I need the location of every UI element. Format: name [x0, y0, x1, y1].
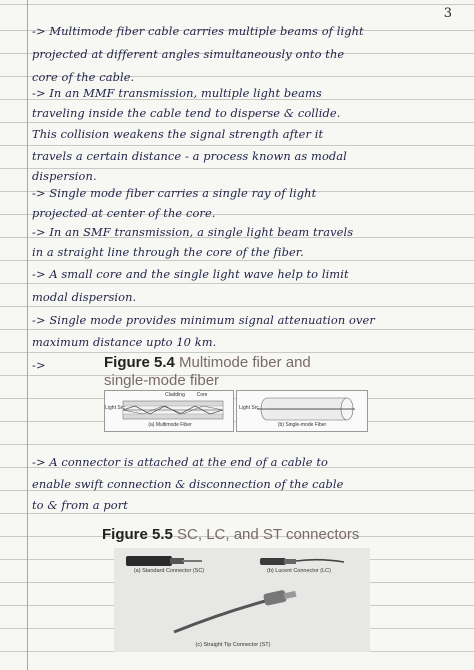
- note-line: -> A small core and the single light wave help to limit: [32, 267, 349, 281]
- note-line: -> Single mode provides minimum signal attenuation over: [32, 313, 375, 327]
- figure-5-4-title-line2: [104, 372, 219, 389]
- note-line: dispersion.: [32, 169, 97, 183]
- figure-caption: SC, LC, and ST connectors: [172, 526, 360, 543]
- note-line: to & from a port: [32, 498, 128, 512]
- lc-caption: (b) Lucent Connector (LC): [267, 568, 331, 574]
- page-number: 3: [443, 6, 452, 21]
- note-line: -> Single mode fiber carries a single ray of light: [32, 186, 317, 200]
- figure-label: Figure 5.5: [102, 526, 173, 543]
- figure-caption: Multimode fiber and: [174, 354, 311, 371]
- note-line: projected at center of the core.: [32, 206, 216, 220]
- light-source-label: Light Src: [239, 405, 259, 411]
- mmf-caption: (a) Multimode Fiber: [148, 422, 192, 428]
- figure-caption: single-mode fiber: [104, 372, 220, 389]
- note-line: modal dispersion.: [32, 290, 137, 304]
- st-connector-icon: [174, 590, 296, 632]
- note-line: This collision weakens the signal strength after it: [32, 127, 324, 141]
- note-line: -> In an MMF transmission, multiple light beams: [32, 86, 322, 100]
- sc-connector-icon: [126, 556, 202, 566]
- connectors-photo: [114, 548, 370, 652]
- note-line: -> In an SMF transmission, a single light beam travels: [32, 225, 354, 239]
- core-label: Core: [196, 392, 208, 398]
- note-line: traveling inside the cable tend to disperse & collide.: [32, 106, 341, 120]
- note-line: in a straight line through the core of the fiber.: [32, 245, 304, 259]
- connectors-illustration: [114, 548, 370, 652]
- sc-caption: (a) Standard Connector (SC): [133, 568, 205, 574]
- note-line: travels a certain distance - a process known as modal: [32, 149, 347, 163]
- note-line: maximum distance upto 10 km.: [32, 335, 217, 349]
- note-line: enable swift connection & disconnection of the cable: [32, 477, 344, 491]
- note-line: core of the cable.: [32, 70, 135, 84]
- note-line: -> Multimode fiber cable carries multiple beams of light: [32, 24, 364, 38]
- cladding-label: Cladding: [165, 392, 185, 398]
- lc-connector-icon: [260, 558, 344, 565]
- note-line: projected at different angles simultaneously onto the: [32, 47, 345, 61]
- light-source-label: Light Src: [105, 405, 125, 411]
- margin-line: [27, 0, 28, 670]
- note-line: ->: [32, 358, 46, 372]
- figure-5-5-title: [102, 526, 359, 543]
- figure-5-4-title: [104, 354, 311, 371]
- st-caption: (c) Straight Tip Connector (ST): [195, 642, 271, 648]
- note-line: -> A connector is attached at the end of a cable to: [32, 455, 328, 469]
- figure-label: Figure 5.4: [104, 354, 175, 371]
- smf-caption: (b) Single-mode Fiber: [277, 422, 327, 428]
